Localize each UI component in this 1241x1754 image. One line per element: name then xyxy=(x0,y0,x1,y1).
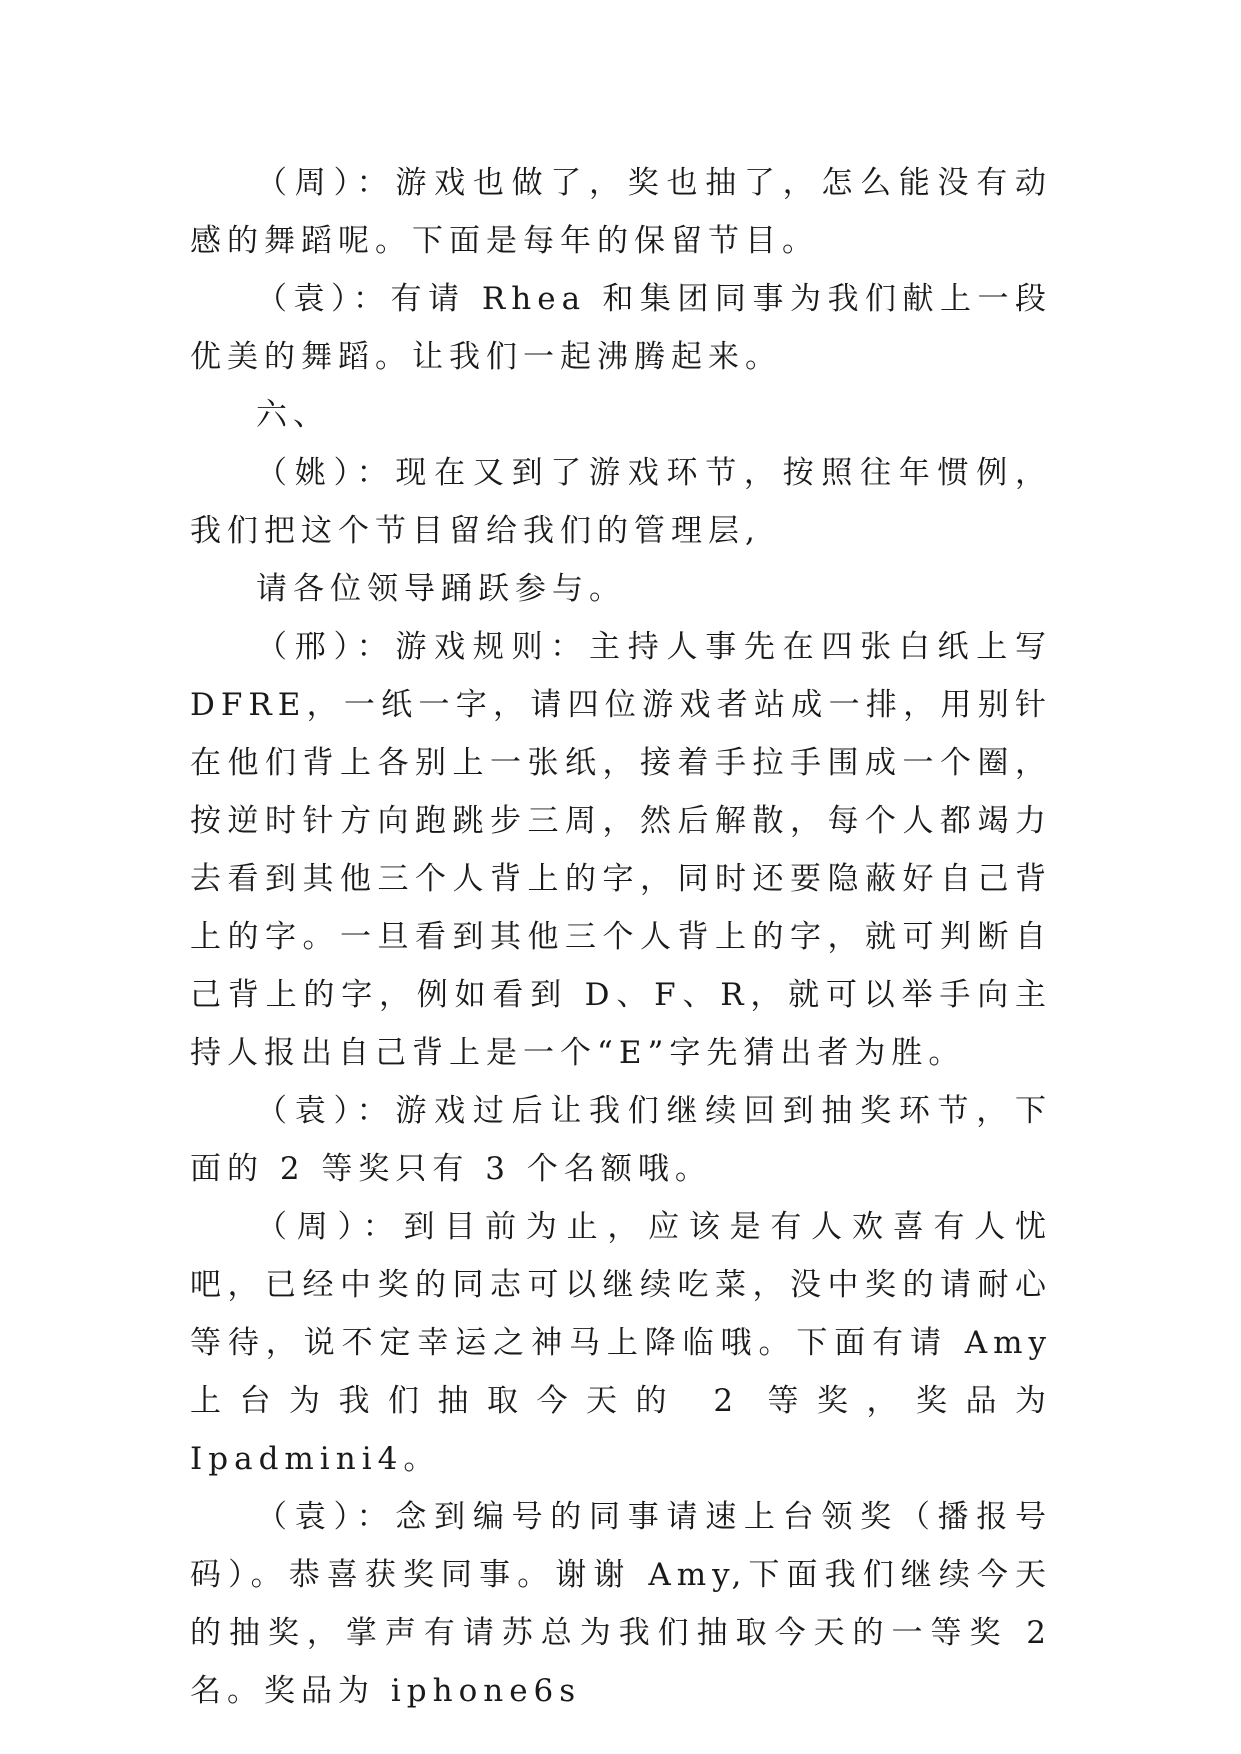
paragraph-3: （姚）：现在又到了游戏环节，按照往年惯例，我们把这个节目留给我们的管理层, xyxy=(190,455,1052,549)
paragraph-6: （袁）：游戏过后让我们继续回到抽奖环节，下面的 2 等奖只有 3 个名额哦。 xyxy=(190,1093,1052,1187)
paragraph-2: （袁）：有请 Rhea 和集团同事为我们献上一段优美的舞蹈。让我们一起沸腾起来。 xyxy=(190,281,1052,375)
document-body xyxy=(190,154,1052,1720)
paragraph-8: （袁）：念到编号的同事请速上台领奖（播报号码）。恭喜获奖同事。谢谢 Amy,下面我们继续今天的抽奖，掌声有请苏总为我们抽取今天的一等奖 2 名。奖品为 iphone6s xyxy=(190,1499,1052,1709)
section-heading-six: 六、 xyxy=(256,397,330,433)
paragraph-4: 请各位领导踊跃参与。 xyxy=(256,571,626,607)
paragraph-1: （周）：游戏也做了，奖也抽了，怎么能没有动感的舞蹈呢。下面是每年的保留节目。 xyxy=(190,165,1052,259)
game-rules-paragraph: （邢）：游戏规则：主持人事先在四张白纸上写 DFRE，一纸一字，请四位游戏者站成一排，用别针在他们背上各别上一张纸，接着手拉手围成一个圈，按逆时针方向跑跳步三周，然后解散，每个人都竭力去看到其他三个人背上的字，同时还要隐蔽好自己背上的字。一旦看到其他三个人背上的字，就可判断自己背上的字，例如看到 D、F、R，就可以举手向主持人报出自己背上是一个“E”字先猜出者为胜。 xyxy=(190,629,1052,1071)
paragraph-7: （周）：到目前为止，应该是有人欢喜有人忧吧，已经中奖的同志可以继续吃菜，没中奖的请耐心等待，说不定幸运之神马上降临哦。下面有请 Amy 上台为我们抽取今天的 2 等奖，奖品为 Ipadmini4。 xyxy=(190,1209,1052,1477)
